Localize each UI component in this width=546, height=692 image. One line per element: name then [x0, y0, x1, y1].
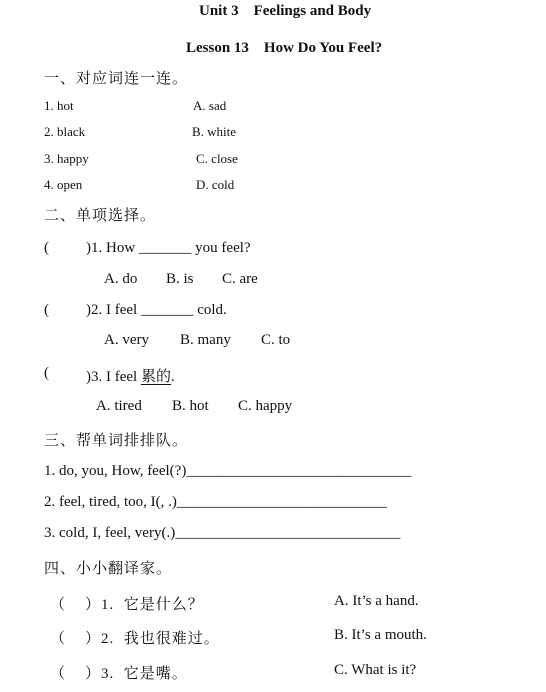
match-right-item: A. sad [193, 98, 227, 113]
question-text [86, 365, 175, 386]
unit-title: Unit 3 Feelings and Body [199, 3, 372, 19]
option-b: B. hot [172, 398, 209, 414]
question-prefix: )3. I feel [86, 369, 141, 385]
match-left-item: 3. happy [44, 151, 89, 166]
section3-title: 三、帮单词排排队。 [44, 433, 189, 449]
option-a: A. very [104, 332, 149, 348]
question-text: )2. I feel _______ cold. [86, 302, 227, 318]
translate-left-item: （ ）3. 它是嘴。 [50, 666, 188, 682]
option-b: B. is [166, 271, 194, 287]
answer-paren: ( [44, 302, 49, 318]
option-c: C. happy [238, 398, 293, 414]
answer-paren: ( [44, 240, 49, 256]
answer-paren: ( [44, 365, 49, 381]
match-right-item: B. white [192, 124, 237, 139]
option-b: B. many [180, 332, 231, 348]
section2-title: 二、单项选择。 [44, 208, 157, 224]
question-text: )1. How _______ you feel? [86, 240, 251, 256]
option-c: C. to [261, 332, 291, 348]
reorder-item: 1. do, you, How, feel(?)______________________________ [44, 463, 412, 479]
chinese-hint: 累的 [140, 369, 171, 385]
match-right-item: C. close [196, 151, 238, 166]
translate-left-item: （ ）1. 它是什么？ [50, 597, 204, 613]
match-left-item: 1. hot [44, 98, 74, 113]
option-a: A. tired [96, 398, 142, 414]
section1-title: 一、对应词连一连。 [44, 71, 189, 87]
question-suffix: . [170, 369, 175, 385]
option-a: A. do [104, 271, 138, 287]
match-right-item: D. cold [196, 177, 235, 192]
translate-right-item: A. It’s a hand. [334, 593, 419, 609]
match-left-item: 4. open [44, 177, 83, 192]
translate-right-item: B. It’s a mouth. [334, 627, 427, 643]
option-c: C. are [222, 271, 258, 287]
lesson-title: Lesson 13 How Do You Feel? [186, 40, 383, 56]
section4-title: 四、小小翻译家。 [44, 561, 173, 577]
reorder-item: 2. feel, tired, too, I(, .)____________________________ [44, 494, 387, 510]
translate-right-item: C. What is it? [334, 662, 417, 678]
reorder-item: 3. cold, I, feel, very(.)______________________________ [44, 525, 401, 541]
translate-left-item: （ ）2. 我也很难过。 [50, 631, 220, 647]
match-left-item: 2. black [44, 124, 86, 139]
